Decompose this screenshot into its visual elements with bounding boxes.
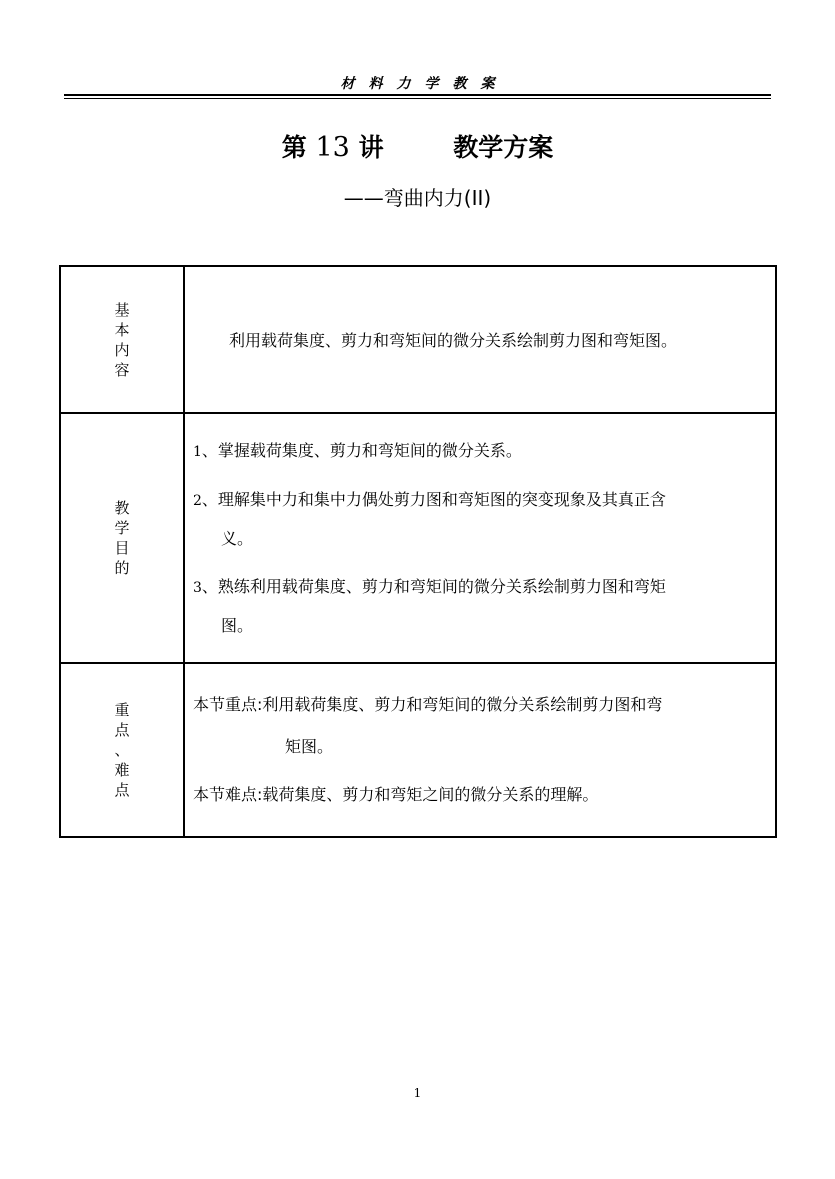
label-char: 、 <box>114 741 130 759</box>
page-number: 1 <box>413 1086 422 1100</box>
table-row-key-difficult-points <box>60 663 776 837</box>
cell-key-difficult-points <box>184 663 776 837</box>
label-char: 目 <box>114 539 130 557</box>
lecture-subtitle: ——弯曲内力(II) <box>343 186 492 210</box>
label-char: 点 <box>114 781 130 799</box>
label-basic-content <box>60 266 184 413</box>
header-rule-thick <box>64 94 771 96</box>
cell-teaching-goals <box>184 413 776 663</box>
difficult-point-text: 本节难点:载荷集度、剪力和弯矩之间的微分关系的理解。 <box>193 785 599 804</box>
label-char: 的 <box>114 559 130 577</box>
cell-basic-content <box>184 266 776 413</box>
teaching-plan-table <box>59 265 777 838</box>
title-prefix: 第 <box>281 133 307 162</box>
label-teaching-goals <box>60 413 184 663</box>
title-suffix: 讲 教学方案 <box>358 133 554 162</box>
label-key-difficult-points <box>60 663 184 837</box>
goal-number: 2 <box>193 492 202 509</box>
goal-text: 、理解集中力和集中力偶处剪力图和弯矩图的突变现象及其真正含 <box>201 489 666 509</box>
goal-number: 1 <box>193 443 202 460</box>
goal-item-2 <box>185 486 775 515</box>
label-char: 学 <box>114 519 130 537</box>
goal-item-3 <box>185 573 775 602</box>
label-char: 内 <box>114 340 130 359</box>
goal-number: 3 <box>193 579 202 596</box>
header-rule-thin <box>64 98 771 99</box>
goal-item-1 <box>185 437 775 466</box>
label-char: 基 <box>114 300 130 319</box>
goal-text: 、掌握载荷集度、剪力和弯矩间的微分关系。 <box>201 440 522 460</box>
key-point-continuation: 矩图。 <box>285 737 334 756</box>
label-char: 本 <box>114 320 130 339</box>
goal-item-2-continuation: 义。 <box>221 528 254 548</box>
label-char: 教 <box>114 499 130 517</box>
goal-item-3-continuation: 图。 <box>221 615 254 635</box>
goal-text: 、熟练利用载荷集度、剪力和弯矩间的微分关系绘制剪力图和弯矩 <box>201 576 666 596</box>
key-point-text: 本节重点:利用载荷集度、剪力和弯矩间的微分关系绘制剪力图和弯 <box>193 695 663 714</box>
table-row-teaching-goals <box>60 413 776 663</box>
basic-content-text: 利用载荷集度、剪力和弯矩间的微分关系绘制剪力图和弯矩图。 <box>229 331 678 350</box>
label-char: 容 <box>114 360 130 379</box>
table-row-basic-content <box>60 266 776 413</box>
lecture-number: 13 <box>315 132 350 163</box>
lecture-title <box>0 128 835 164</box>
label-char: 重 <box>114 701 130 719</box>
running-header: 材料力学教案 <box>340 76 509 92</box>
label-char: 难 <box>114 761 130 779</box>
label-char: 点 <box>114 721 130 739</box>
